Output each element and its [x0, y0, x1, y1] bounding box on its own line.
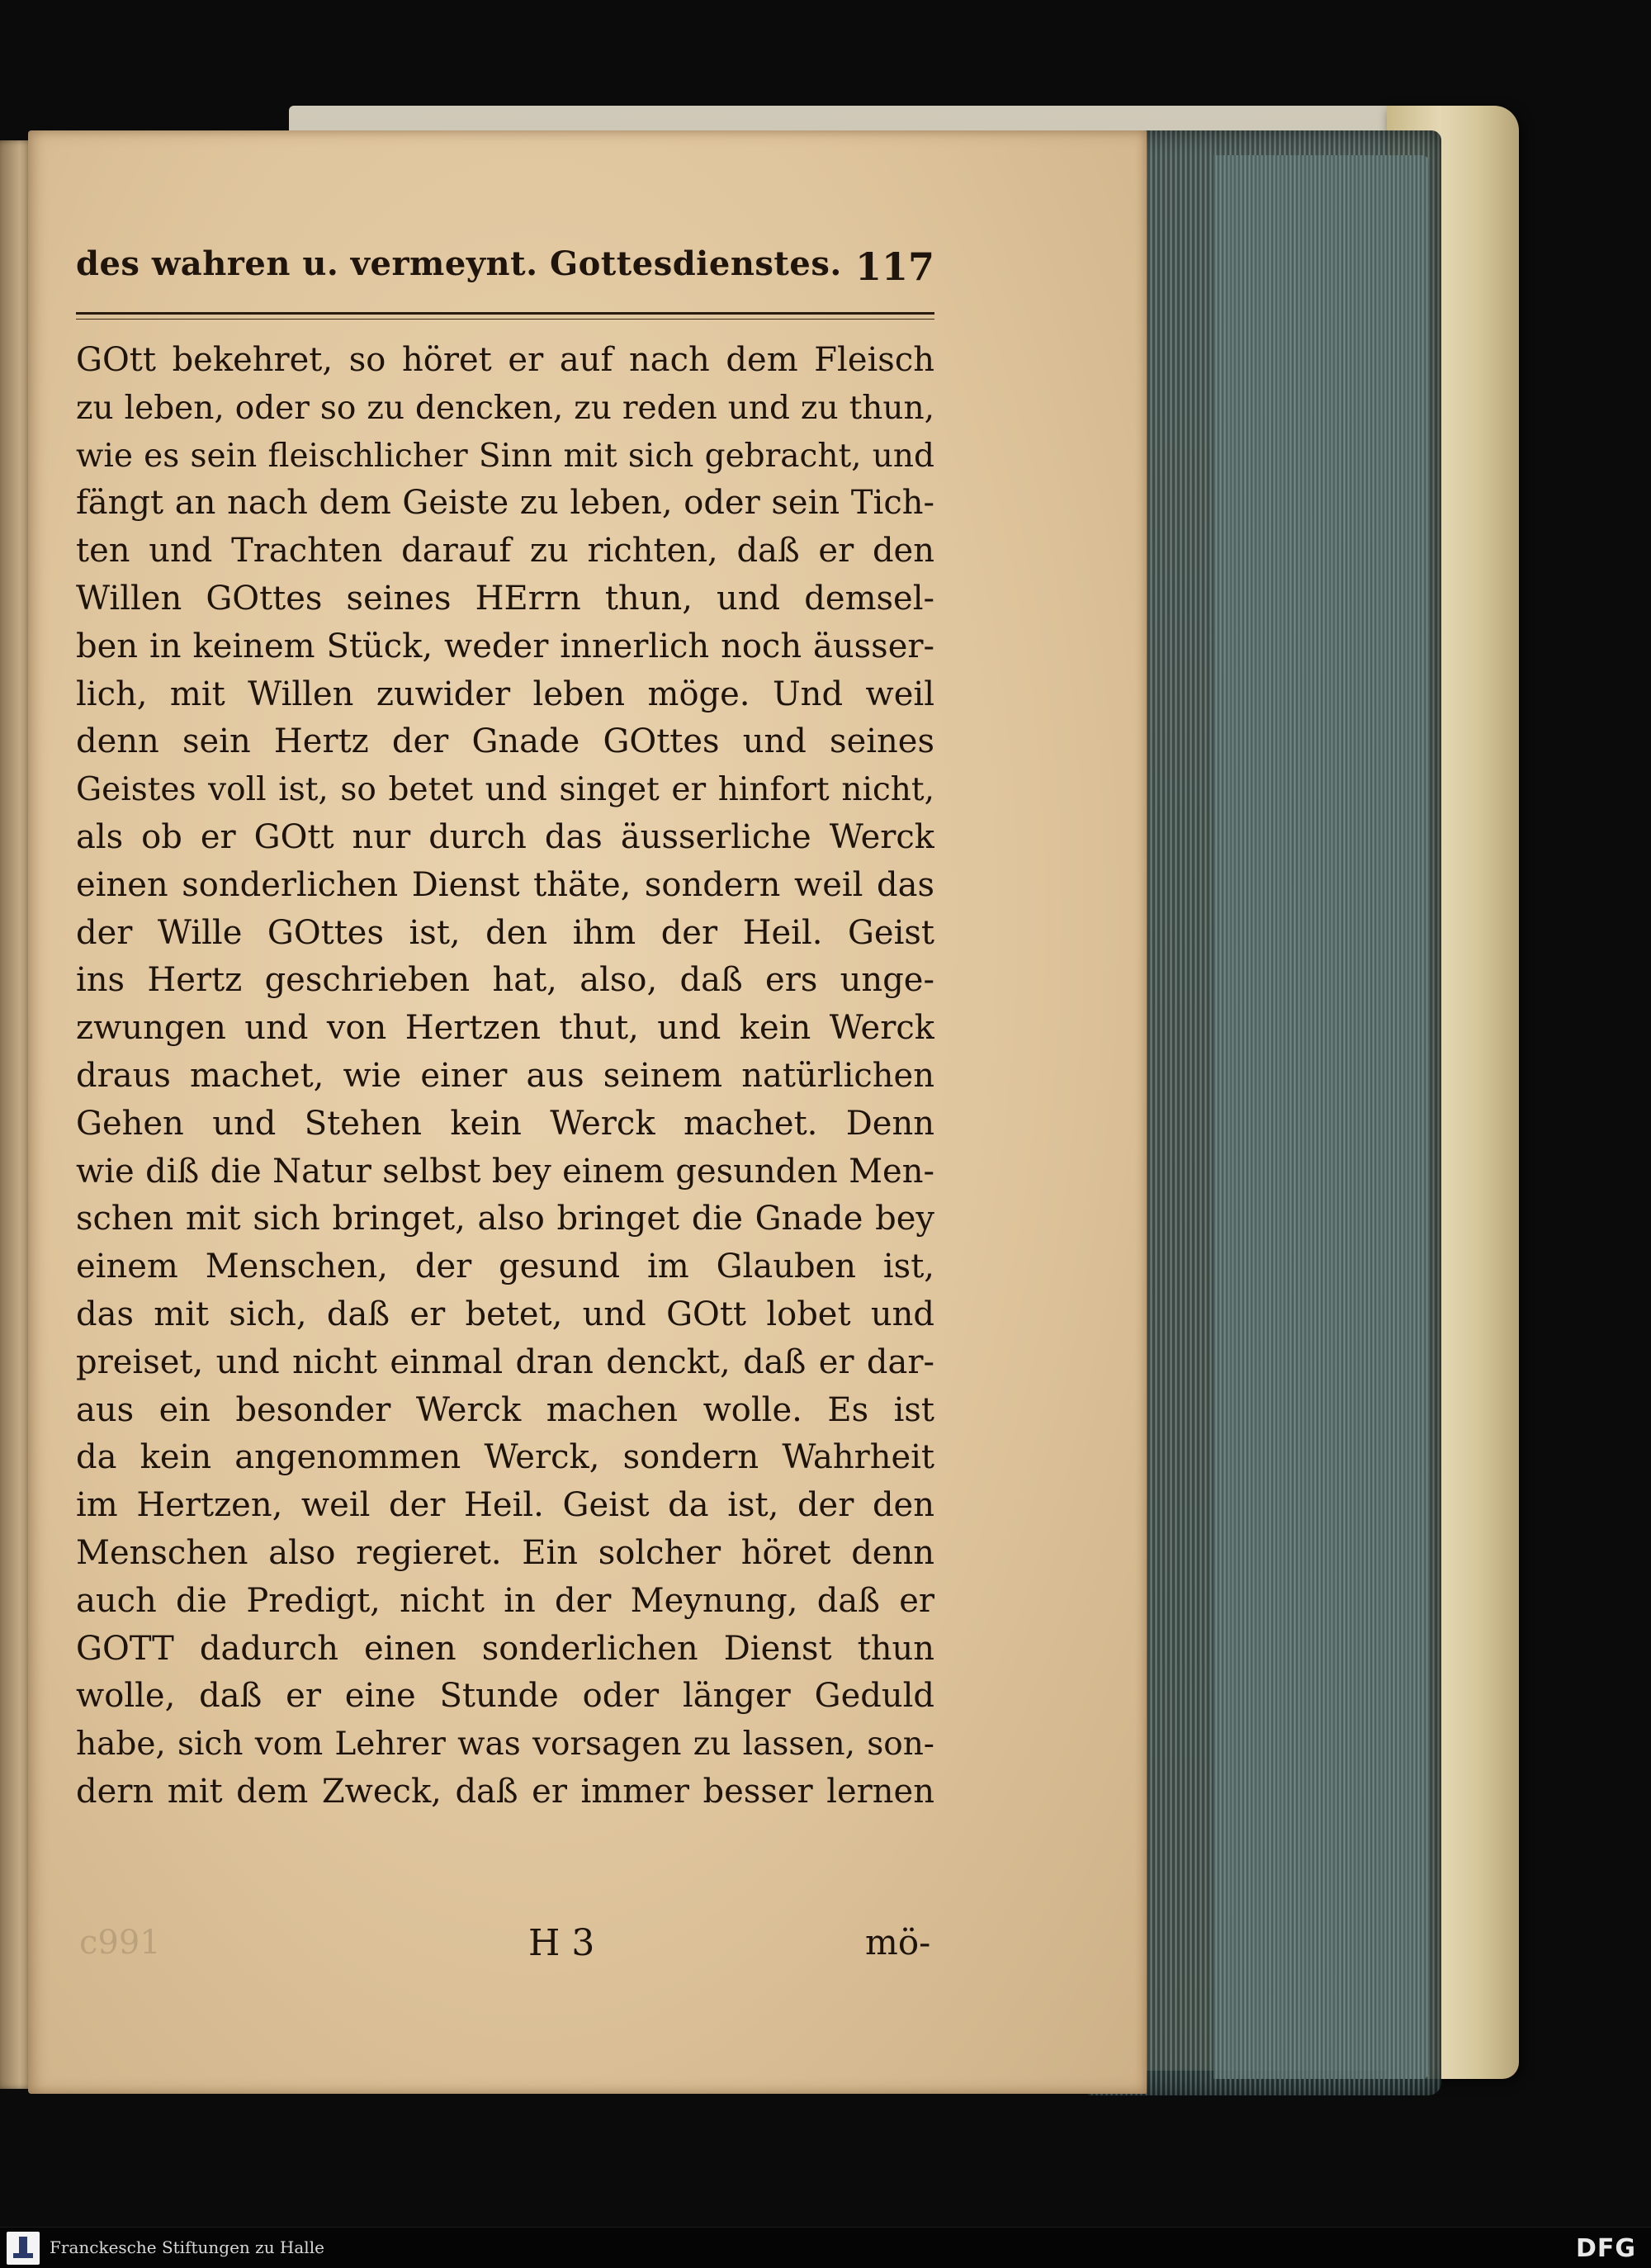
- text-line: Geistes voll ist, so betet und singet er hinfort nicht,: [76, 771, 934, 809]
- text-line: denn sein Hertz der Gnade GOttes und seines: [76, 722, 934, 761]
- logo-base-shape: [13, 2253, 33, 2258]
- text-line: da kein angenommen Werck, sondern Wahrheit: [76, 1438, 934, 1477]
- text-line: ten und Trachten darauf zu richten, daß er den: [76, 532, 934, 571]
- text-line: GOtt bekehret, so höret er auf nach dem Fleisch: [76, 341, 934, 379]
- catchword: mö-: [865, 1922, 931, 1963]
- text-line: ins Hertz geschrieben hat, also, daß ers unge-: [76, 961, 934, 1000]
- running-title: des wahren u. vermeynt. Gottesdienstes.: [76, 244, 842, 283]
- text-line: lich, mit Willen zuwider leben möge. Und weil: [76, 675, 934, 713]
- text-line: fängt an nach dem Geiste zu leben, oder sein Tich-: [76, 484, 934, 523]
- text-line: draus machet, wie einer aus seinem natürlichen: [76, 1056, 934, 1095]
- text-line: GOTT dadurch einen sonderlichen Dienst thun: [76, 1629, 934, 1668]
- text-line: als ob er GOtt nur durch das äusserliche Werck: [76, 817, 934, 856]
- text-line: im Hertzen, weil der Heil. Geist da ist, der den: [76, 1486, 934, 1525]
- running-head: [76, 244, 934, 302]
- text-line: dern mit dem Zweck, daß er immer besser lernen: [76, 1772, 934, 1811]
- text-line: preiset, und nicht einmal dran denckt, daß er dar-: [76, 1342, 934, 1381]
- bleed-through-text: ⅽ991: [79, 1924, 161, 1962]
- body-text: [76, 337, 934, 1816]
- signature-mark: H 3: [528, 1922, 595, 1964]
- text-line: auch die Predigt, nicht in der Meynung, daß er: [76, 1581, 934, 1620]
- text-line: einem Menschen, der gesund im Glauben ist,: [76, 1248, 934, 1286]
- text-line: wie es sein fleischlicher Sinn mit sich gebracht, und: [76, 437, 934, 475]
- text-line: einen sonderlichen Dienst thäte, sondern weil das: [76, 865, 934, 904]
- text-line: zwungen und von Hertzen thut, und kein Werck: [76, 1009, 934, 1048]
- dfg-logo[interactable]: DFG: [1575, 2234, 1636, 2263]
- text-line: wolle, daß er eine Stunde oder länger Geduld: [76, 1677, 934, 1716]
- page-fore-edge-inner: [1213, 155, 1430, 2079]
- head-rule-thin: [76, 319, 934, 320]
- text-line: zu leben, oder so zu dencken, zu reden und zu thun,: [76, 389, 934, 427]
- text-line: ben in keinem Stück, weder innerlich noch äusser-: [76, 627, 934, 665]
- text-line: der Wille GOttes ist, den ihm der Heil. Geist: [76, 913, 934, 952]
- text-line: aus ein besonder Werck machen wolle. Es ist: [76, 1390, 934, 1429]
- text-line: wie diß die Natur selbst bey einem gesunden Men-: [76, 1152, 934, 1191]
- page-number: 117: [854, 244, 934, 289]
- text-line: Gehen und Stehen kein Werck machet. Denn: [76, 1104, 934, 1143]
- library-name[interactable]: Franckesche Stiftungen zu Halle: [50, 2237, 324, 2257]
- franckesche-stiftungen-logo-icon[interactable]: [7, 2232, 40, 2265]
- logo-tower-shape: [19, 2237, 27, 2255]
- text-line: das mit sich, daß er betet, und GOtt lobet und: [76, 1295, 934, 1333]
- head-rule: [76, 312, 934, 315]
- footer-bar: [0, 2227, 1651, 2268]
- text-line: Willen GOttes seines HErrn thun, und demsel-: [76, 579, 934, 618]
- text-line: schen mit sich bringet, also bringet die Gnade bey: [76, 1200, 934, 1238]
- text-line: habe, sich vom Lehrer was vorsagen zu lassen, son-: [76, 1726, 934, 1764]
- text-line: Menschen also regieret. Ein solcher höret denn: [76, 1533, 934, 1572]
